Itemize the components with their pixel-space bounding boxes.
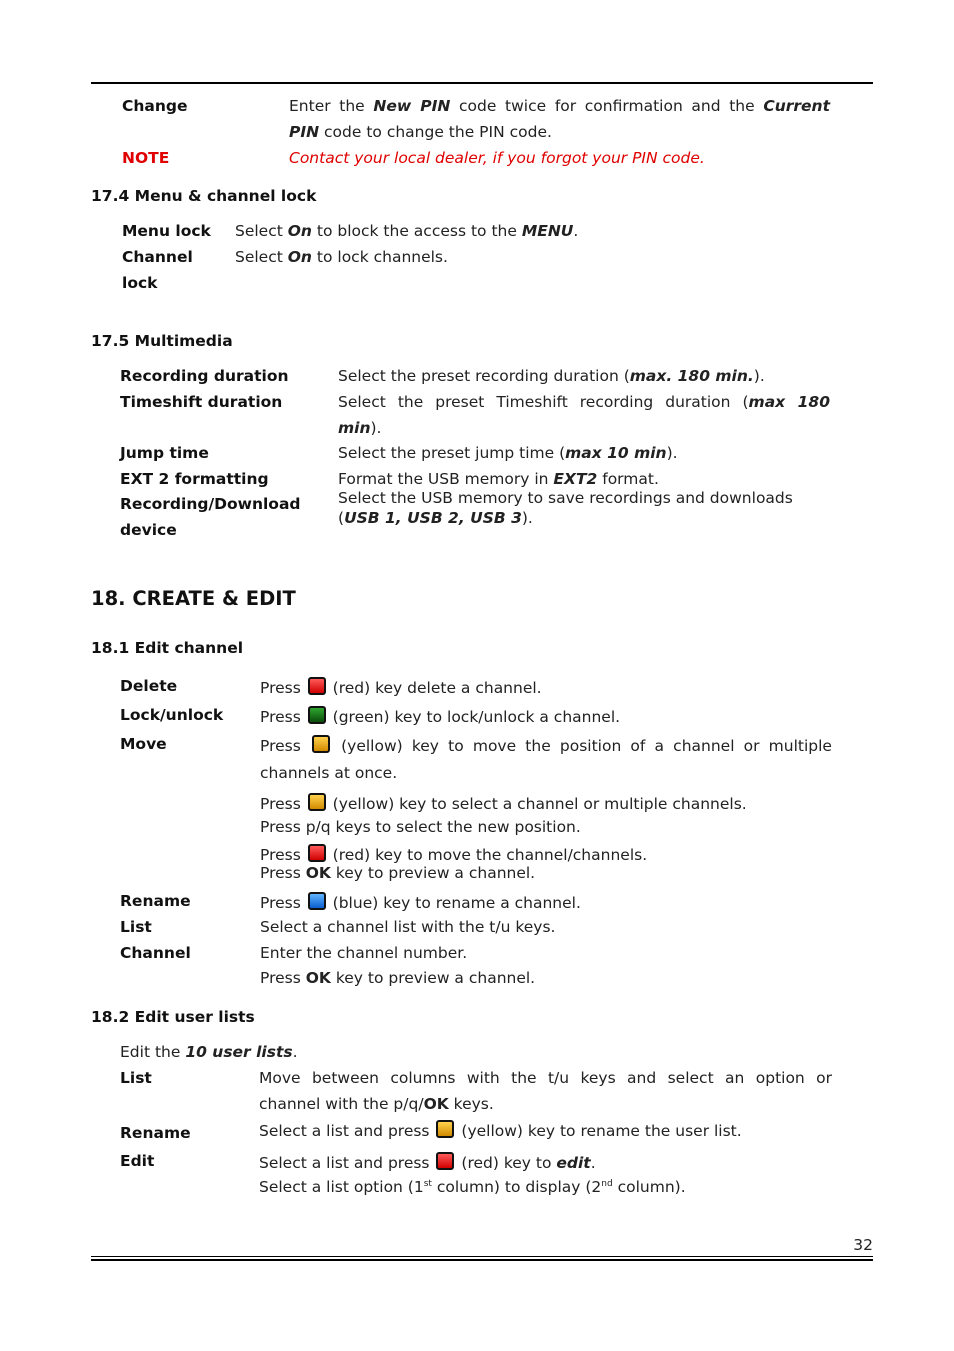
yellow-key-icon — [312, 735, 330, 753]
change-label: Change — [122, 97, 188, 115]
timeshift-duration-label: Timeshift duration — [120, 393, 283, 411]
move-text-line-6: Press OK key to preview a channel. — [260, 864, 536, 882]
channel-text-line-1: Enter the channel number. — [260, 944, 468, 962]
recording-download-device-text-line-2: (USB 1, USB 2, USB 3). — [338, 509, 533, 527]
timeshift-duration-text-line-2: min). — [338, 419, 382, 437]
footer-rule-thick — [91, 1259, 873, 1261]
yellow-key-icon — [308, 793, 326, 811]
lock-unlock-text: Press (green) key to lock/unlock a channel. — [260, 708, 621, 726]
move-text-line-1: Press (yellow) key to move the position of a channel or multiple — [260, 737, 832, 755]
channel-label: Channel — [120, 944, 191, 962]
recording-duration-text: Select the preset recording duration (max. 180 min.). — [338, 367, 765, 385]
move-label: Move — [120, 735, 167, 753]
recording-download-device-label-line-1: Recording/Download — [120, 495, 301, 513]
channel-text-line-2: Press OK key to preview a channel. — [260, 969, 536, 987]
channel-lock-text: Select On to lock channels. — [235, 248, 448, 266]
jump-time-text: Select the preset jump time (max 10 min). — [338, 444, 678, 462]
recording-download-device-text-line-1: Select the USB memory to save recordings and downloads — [338, 489, 793, 507]
user-list-text-line-1: Move between columns with the t/u keys and select an option or — [259, 1069, 832, 1087]
move-text-line-3: Press (yellow) key to select a channel or multiple channels. — [260, 795, 747, 813]
note-label: NOTE — [122, 149, 170, 167]
blue-key-icon — [308, 892, 326, 910]
user-list-edit-text-line-2: Select a list option (1st column) to display (2nd column). — [259, 1178, 686, 1196]
section-18-2-heading: 18.2 Edit user lists — [91, 1008, 255, 1026]
red-key-icon — [436, 1152, 454, 1170]
menu-lock-text: Select On to block the access to the MENU. — [235, 222, 579, 240]
delete-label: Delete — [120, 677, 178, 695]
rename-text: Press (blue) key to rename a channel. — [260, 894, 581, 912]
header-rule — [91, 82, 873, 84]
jump-time-label: Jump time — [120, 444, 209, 462]
timeshift-duration-text-line-1: Select the preset Timeshift recording duration (max 180 — [338, 393, 830, 411]
section-17-4-heading: 17.4 Menu & channel lock — [91, 187, 317, 205]
channel-lock-label-line-2: lock — [122, 274, 158, 292]
user-lists-intro: Edit the 10 user lists. — [120, 1043, 298, 1061]
change-text-line-2: PIN code to change the PIN code. — [289, 123, 552, 141]
user-list-rename-text: Select a list and press (yellow) key to rename the user list. — [259, 1122, 742, 1140]
list-text: Select a channel list with the t/u keys. — [260, 918, 556, 936]
user-list-text-line-2: channel with the p/q/OK keys. — [259, 1095, 494, 1113]
recording-duration-label: Recording duration — [120, 367, 289, 385]
ext2-formatting-text: Format the USB memory in EXT2 format. — [338, 470, 659, 488]
green-key-icon — [308, 706, 326, 724]
yellow-key-icon — [436, 1120, 454, 1138]
section-18-1-heading: 18.1 Edit channel — [91, 639, 244, 657]
footer-rule-thin — [91, 1256, 873, 1257]
note-text: Contact your local dealer, if you forgot your PIN code. — [289, 149, 705, 167]
move-text-line-5: Press (red) key to move the channel/channels. — [260, 846, 648, 864]
red-key-icon — [308, 844, 326, 862]
list-label: List — [120, 918, 152, 936]
change-text-line-1: Enter the New PIN code twice for confirmation and the Current — [289, 97, 830, 115]
move-text-line-2: channels at once. — [260, 764, 398, 782]
menu-lock-label: Menu lock — [122, 222, 211, 240]
section-17-5-heading: 17.5 Multimedia — [91, 332, 233, 350]
delete-text: Press (red) key delete a channel. — [260, 679, 542, 697]
rename-label: Rename — [120, 892, 191, 910]
user-list-label: List — [120, 1069, 152, 1087]
user-list-edit-label: Edit — [120, 1152, 155, 1170]
ext2-formatting-label: EXT 2 formatting — [120, 470, 269, 488]
user-list-rename-label: Rename — [120, 1124, 191, 1142]
red-key-icon — [308, 677, 326, 695]
recording-download-device-label-line-2: device — [120, 521, 177, 539]
page-number: 32 — [853, 1236, 873, 1254]
lock-unlock-label: Lock/unlock — [120, 706, 224, 724]
move-text-line-4: Press p/q keys to select the new position. — [260, 818, 581, 836]
section-18-heading: 18. CREATE & EDIT — [91, 587, 296, 610]
channel-lock-label-line-1: Channel — [122, 248, 193, 266]
user-list-edit-text-line-1: Select a list and press (red) key to edit. — [259, 1154, 596, 1172]
